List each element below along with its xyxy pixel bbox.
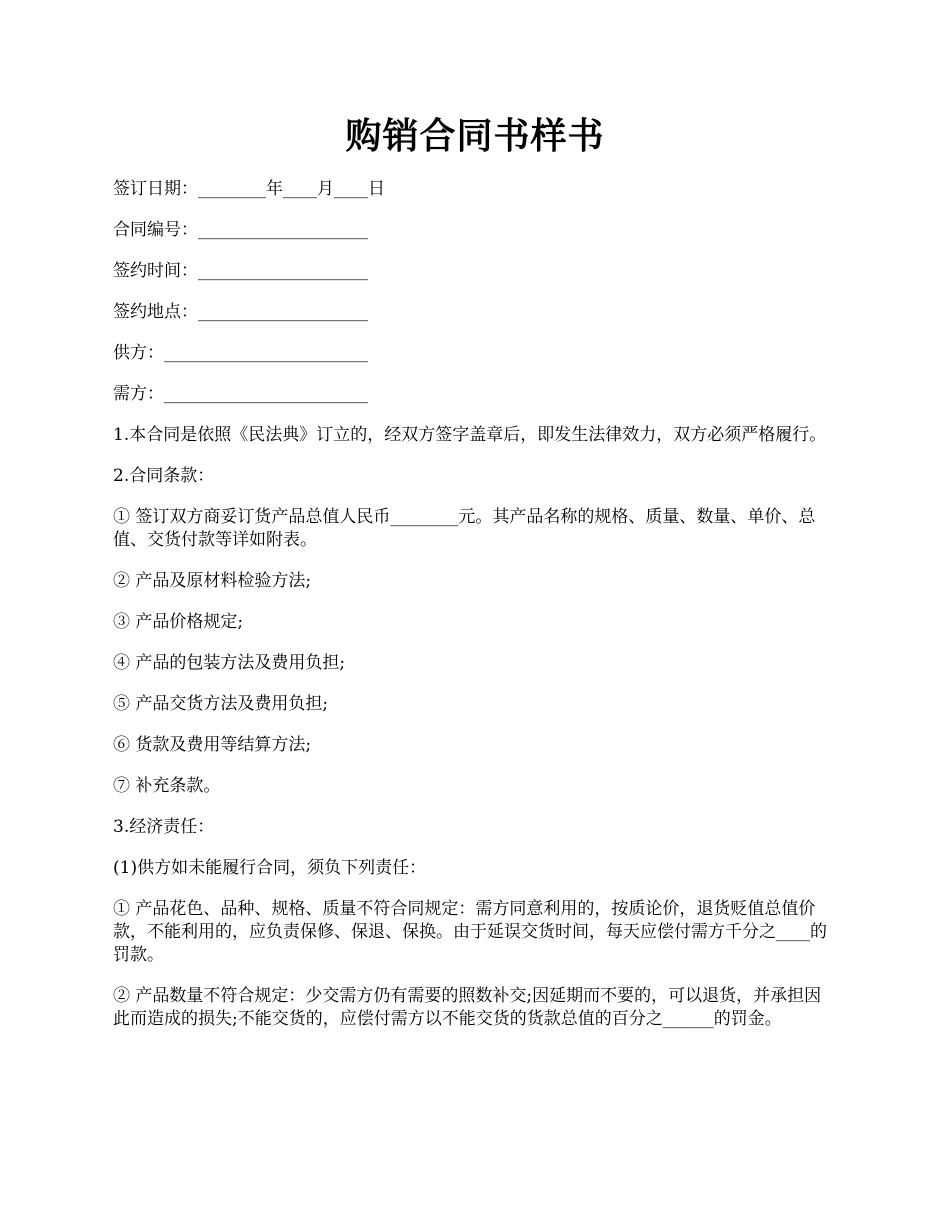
document-title: 购销合同书样书 [345,115,605,157]
clause-3-item-1: ① 产品花色、品种、规格、质量不符合同规定：需方同意利用的，按质论价，退货贬值总值价款，不能利用的，应负责保修、保退、保换。由于延误交货时间，每天应偿付需方千分之____的罚款。 [113,899,827,965]
clause-3-heading: 3.经济责任： [113,817,215,837]
clause-2-item-1: ① 签订双方商妥订货产品总值人民币________元。其产品名称的规格、质量、数量、单价、总值、交货付款等详如附表。 [113,507,816,550]
clause-2-item-4: ④ 产品的包装方法及费用负担; [113,653,346,673]
signing-location-field: 签约地点：____________________ [113,302,368,322]
clause-2-item-3: ③ 产品价格规定; [113,612,244,632]
clause-2-item-7: ⑦ 补充条款。 [113,776,221,796]
clause-2-item-2: ② 产品及原材料检验方法; [113,571,312,591]
clause-3-subheading-supplier: (1)供方如未能履行合同，须负下列责任： [113,858,427,878]
clause-2-item-5: ⑤ 产品交货方法及费用负担; [113,694,329,714]
contract-number-field: 合同编号：____________________ [113,220,368,240]
clause-2-item-6: ⑥ 货款及费用等结算方法; [113,735,312,755]
clause-1-paragraph: 1.本合同是依照《民法典》订立的，经双方签字盖章后，即发生法律效力，双方必须严格履行。 [113,425,827,445]
buyer-field: 需方：________________________ [113,384,368,404]
signing-time-field: 签约时间：____________________ [113,261,368,281]
supplier-field: 供方：________________________ [113,343,368,363]
signing-date-field: 签订日期：________年____月____日 [113,179,385,199]
clause-2-heading: 2.合同条款： [113,466,215,486]
clause-3-item-2: ② 产品数量不符合规定：少交需方仍有需要的照数补交;因延期而不要的，可以退货，并承担因此而造成的损失;不能交货的，应偿付需方以不能交货的货款总值的百分之______的罚金。 [113,986,822,1029]
